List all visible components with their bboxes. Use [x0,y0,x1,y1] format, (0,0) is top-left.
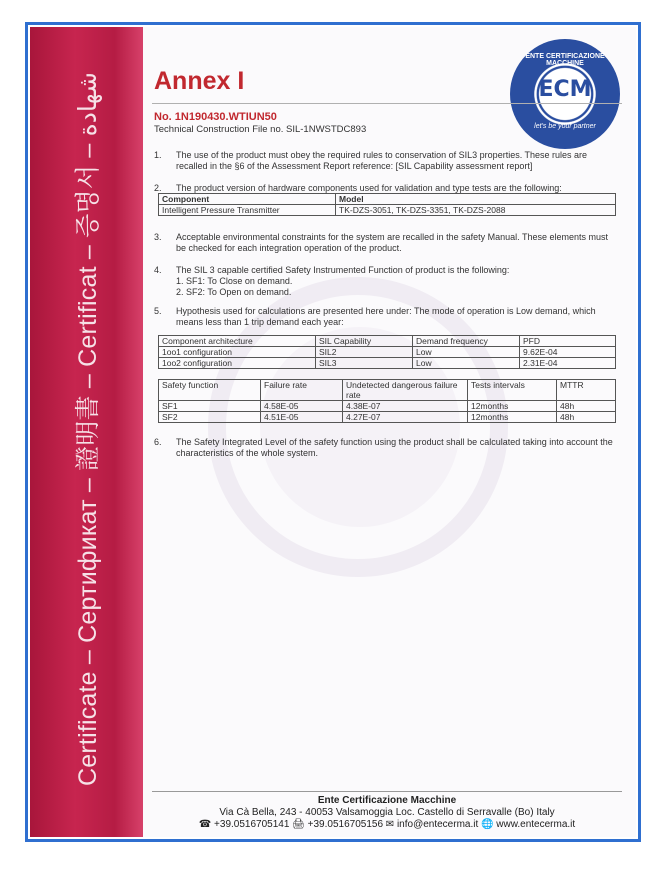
footer-divider [152,791,622,792]
technical-file-number: Technical Construction File no. SIL-1NWSTDC893 [154,124,367,135]
footer-contact: ☎ +39.0516705141 🖨 +39.0516705156 ✉ info@entecerma.it 🌐 www.entecerma.it [198,819,576,830]
table-cell: SF2 [159,412,261,423]
table-cell: SIL3 [316,358,413,369]
table-header: Component architecture [159,336,316,347]
table-cell: 12months [468,412,557,423]
table-cell: 4.51E-05 [261,412,343,423]
table-header: Undetected dangerous failure rate [343,380,468,401]
footer [152,795,622,831]
footer-company-name: Ente Certificazione Macchine [317,795,457,806]
side-band-text: Certificate – Сертификат – 證明書 – Certificat – 증명서 – شهادة [74,72,102,786]
footer-address: Via Cà Bella, 243 - 40053 Valsamoggia Loc. Castello di Serravalle (Bo) Italy [219,807,555,818]
item-number: 6. [154,437,162,447]
table-cell: 4.38E-07 [343,401,468,412]
certificate-page: Certificate – Сертификат – 證明書 – Certificat – 증명서 – شهادة ENTE CERTIFICAZIONE MACCHINE ECM let's be your partner Annex I No. 1N190430.WTIUN50 Technical Construction File no. SIL-1NWSTDC893 1. The use of the product must obey the required rules to conservation of SIL3 properties. These rules are recalled in the §6 of the Assessment Report reference: [SIL Capability assessment report] 2. The product version of hardware components used for validation and type tests are the following: Component Model Intelligent Pressure Transmitter TK-DZS-3051, TK-DZS-3351, TK-DZS-2088 3. Acceptable environmental constraints for the system are recalled in the safety Manual. These elements must be checked for each integration operation of the product. 4. The SIL 3 capable certified Safety Instrumented Function of product is the following: 1. SF1: To Close on demand. 2. SF2: To Open on demand. 5. Hypothesis used for calculations are presented here under: The mode of operation is Low demand, which means less than 1 trip demand each year: Component architecture SIL Capability Demand frequency PFD 1oo1 configuration SIL2 Low 9.62E-04 1oo2 configuration SIL3 Low 2.31E-04 Safety function Failure rate Undetected dangerous failure rate Tests intervals MTTR SF1 4.58E-05 4.38E-07 12months 48h SF2 4.51E-05 4.27E-07 12months 48h 6. The Safety Integrated Level of the safety function using the product shall be calculated taking into account the characteristics of the whole system. Ente Certificazione Macchine Via Cà Bella, 243 - 40053 Valsamoggia Loc. Castello di Serravalle (Bo) Italy ☎ +39.0516705141 🖨 +39.0516705156 ✉ info@entecerma.it 🌐 www.entecerma.it [30,27,636,837]
table-cell: Low [413,347,520,358]
item-text: The use of the product must obey the required rules to conservation of SIL3 properties. These rules are recalled in the §6 of the Assessment Report reference: [SIL Capability assessment report] [176,150,588,171]
certificate-number: No. 1N190430.WTIUN50 [154,111,277,123]
item-text: The product version of hardware components used for validation and type tests are the following: [176,183,562,193]
logo-top-text: ENTE CERTIFICAZIONE MACCHINE [525,53,605,67]
item-number: 5. [154,306,162,316]
table-row [159,358,616,369]
table-cell: 4.27E-07 [343,412,468,423]
table-row [159,347,616,358]
logo-bottom-text: let's be your partner [534,123,596,130]
item-number: 4. [154,265,162,275]
table-row [159,412,616,423]
item-text: Hypothesis used for calculations are presented here under: The mode of operation is Low demand, which means less than 1 trip demand each year: [176,306,596,327]
table-cell: 9.62E-04 [520,347,616,358]
title-divider [152,103,622,104]
table-header: Failure rate [261,380,343,401]
table-cell: 12months [468,401,557,412]
architecture-table [158,335,616,369]
table-cell: 1oo2 configuration [159,358,316,369]
item-text: The SIL 3 capable certified Safety Instrumented Function of product is the following: [176,265,510,275]
item-number: 2. [154,183,162,193]
item-number: 3. [154,232,162,242]
annex-title: Annex I [154,67,245,95]
table-header: Demand frequency [413,336,520,347]
safety-function-table [158,379,616,423]
side-band [30,27,143,837]
ecm-logo [510,39,620,149]
table-cell: SF1 [159,401,261,412]
logo-mark: ECM [538,77,592,102]
table-header: Safety function [159,380,261,401]
table-cell: Low [413,358,520,369]
item-text: The Safety Integrated Level of the safety function using the product shall be calculated taking into account the characteristics of the whole system. [176,437,613,458]
table-cell: SIL2 [316,347,413,358]
table-cell: TK-DZS-3051, TK-DZS-3351, TK-DZS-2088 [336,205,616,216]
components-table [158,193,616,216]
item-number: 1. [154,150,162,160]
table-cell: Intelligent Pressure Transmitter [159,205,336,216]
table-header: Model [336,194,616,205]
table-header: Component [159,194,336,205]
table-row [159,205,616,216]
table-row [159,401,616,412]
table-cell: 2.31E-04 [520,358,616,369]
table-header: SIL Capability [316,336,413,347]
item-text: Acceptable environmental constraints for the system are recalled in the safety Manual. These elements must be checked for each integration operation of the product. [176,232,609,253]
table-cell: 48h [557,401,616,412]
table-cell: 4.58E-05 [261,401,343,412]
table-header: PFD [520,336,616,347]
table-header: MTTR [557,380,616,401]
table-cell: 48h [557,412,616,423]
table-cell: 1oo1 configuration [159,347,316,358]
table-header: Tests intervals [468,380,557,401]
